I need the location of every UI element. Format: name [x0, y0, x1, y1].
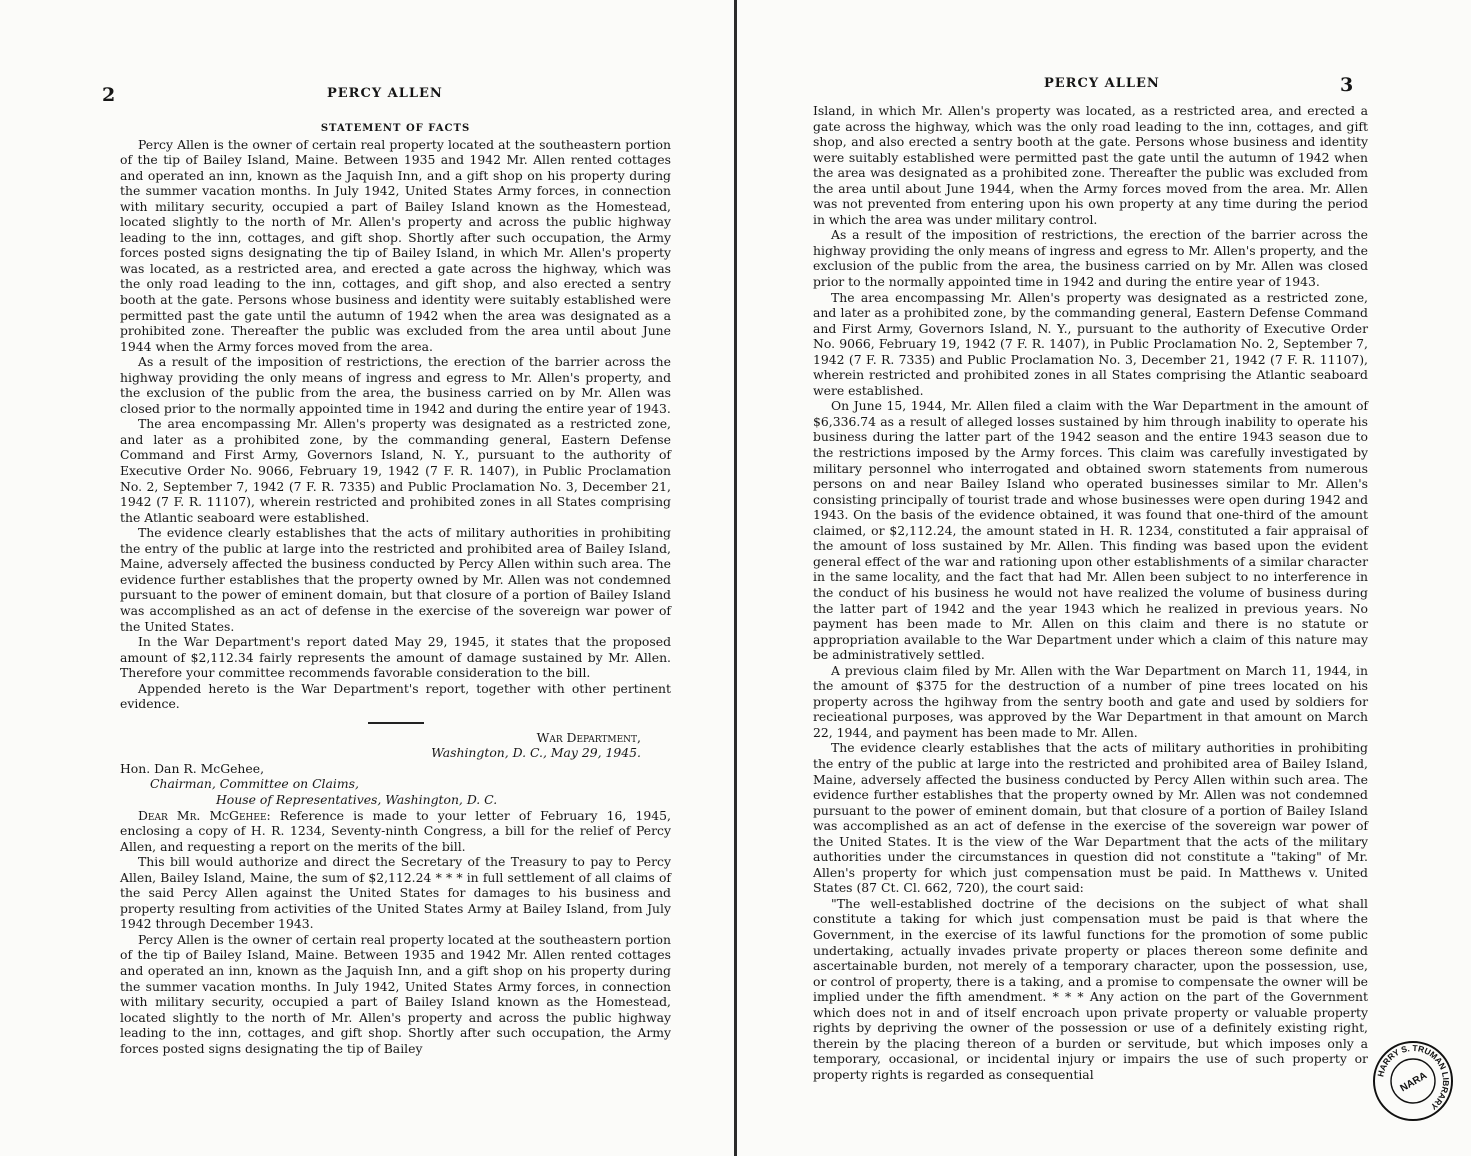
court-quote: "The well-established doctrine of the decisions on the subject of what shall constitute a taking for which just compensation must be paid is that where the Government, in the exercise of its lawful functions for the promotion of some public undertaking, actually invades private property or places thereon some definite and ascertainable burden, not merely of a temporary character, upon the possession, use, or control of property, there is a taking, and a promise to compensate the owner will be implied under the fifth amendment. * * * Any action on the part of the Government which does not in and of itself encroach upon private property or valuable property rights by depriving the owner of the possession or use of a definitely existing right, therein by the placing thereon of a burden or servitude, but which imposes only a temporary, occasional, or incidental injury or impairs the use of such property or property rights is regarded as consequential — [813, 895, 1368, 1082]
paragraph: The area encompassing Mr. Allen's property was designated as a restricted zone, and later as a prohibited zone, by the commanding general, Eastern Defense Command and First Army, Governors Island, N. Y., pursuant to the authority of Executive Order No. 9066, February 19, 1942 (7 F. R. 1407), in Public Proclamation No. 2, September 7, 1942 (7 F. R. 7335) and Public Proclamation No. 3, December 21, 1942 (7 F. R. 11107), wherein restricted and prohibited zones in all States comprising the Atlantic seaboard were established. — [813, 289, 1368, 398]
stamp-ring-text: HARRY S. TRUMAN LIBRARY — [1375, 1042, 1452, 1112]
right-text-column — [813, 103, 1368, 1082]
paragraph: The evidence clearly establishes that the acts of military authorities in prohibiting the entry of the public at large into the restricted and prohibited area of Bailey Island, Maine, adversely affected the business conducted by Percy Allen within such area. The evidence further establishes that the property owned by Mr. Allen was not condemned pursuant to the power of eminent domain, but that closure of a portion of Bailey Island was accomplished as an act of defense in the exercise of the sovereign war power of the United States. — [120, 525, 671, 634]
letterhead-org: War Department, — [536, 729, 641, 745]
paragraph: Percy Allen is the owner of certain real property located at the southeastern portion of the tip of Bailey Island, Maine. Between 1935 and 1942 Mr. Allen rented cottages and operated an inn, known as the Jaquish Inn, and a gift shop on his property during the summer vacation months. In July 1942, United States Army forces, in connection with military security, occupied a part of Bailey Island known as the Homestead, located slightly to the north of Mr. Allen's property and across the public highway leading to the inn, cottages, and gift shop. Shortly after such occupation, the Army forces posted signs designating the tip of Bailey Island, in which Mr. Allen's property was located, as a restricted area, and erected a gate across the highway, which was the only road leading to the inn, cottages, and gift shop, and also erected a sentry booth at the gate. Persons whose business and identity were suitably established were permitted past the gate until the autumn of 1942 when the area was designated as a prohibited zone. Thereafter the public was excluded from the area until about June 1944 when the Army forces moved from the area. — [120, 136, 671, 354]
divider-rule — [368, 722, 424, 724]
section-heading: STATEMENT OF FACTS — [320, 123, 471, 134]
paragraph: As a result of the imposition of restrictions, the erection of the barrier across the highway providing the only means of ingress and egress to Mr. Allen's property, and the exclusion of the public from the area, the business carried on by Mr. Allen was closed prior to the normally appointed time in 1942 and during the entire year of 1943. — [813, 227, 1368, 290]
left-text-column — [120, 121, 671, 1056]
paragraph: In the War Department's report dated May 29, 1945, it states that the proposed amount of $2,112.34 fairly represents the amount of damage sustained by Mr. Allen. Therefore your committee recommends favorable consideration to the bill. — [120, 634, 671, 681]
paragraph: As a result of the imposition of restrictions, the erection of the barrier across the highway providing the only means of ingress and egress to Mr. Allen's property, and the exclusion of the public from the area, the business carried on by Mr. Allen was closed prior to the normally appointed time in 1942 and during the entire year of 1943. — [120, 354, 671, 416]
letterhead-place-date: Washington, D. C., May 29, 1945. — [431, 745, 641, 761]
left-page-number: 2 — [102, 84, 116, 106]
salutation: Dear Mr. McGehee: — [138, 807, 271, 823]
paragraph: The area encompassing Mr. Allen's property was designated as a restricted zone, and later as a prohibited zone, by the commanding general, Eastern Defense Command and First Army, Governors Island, N. Y., pursuant to the authority of Executive Order No. 9066, February 19, 1942 (7 F. R. 1407), in Public Proclamation No. 2, September 7, 1942 (7 F. R. 7335) and Public Proclamation No. 3, December 21, 1942 (7 F. R. 11107), wherein restricted and prohibited zones in all States comprising the Atlantic seaboard were established. — [120, 416, 671, 525]
paragraph: A previous claim filed by Mr. Allen with the War Department on March 11, 1944, in the amount of $375 for the destruction of a number of pine trees located on his property across the hgihway from the sentry booth and gate and used by soldiers for recieational purposes, was approved by the War Department in that amount on March 22, 1944, and payment has been made to Mr. Allen. — [813, 662, 1368, 740]
stamp-center-text: NARA — [1398, 1070, 1430, 1095]
left-running-head: PERCY ALLEN — [327, 86, 443, 101]
addressee-name: Hon. Dan R. McGehee, — [120, 760, 265, 776]
letter-paragraph: Reference is made to your letter of February 16, 1945, enclosing a copy of H. R. 1234, Seventy-ninth Congress, a bill for the relief of Percy Allen, and requesting a report on the merits of the bill. — [120, 807, 671, 854]
addressee-org: House of Representatives, Washington, D. C. — [216, 791, 498, 807]
paragraph: Island, in which Mr. Allen's property was located, as a restricted area, and erected a gate across the highway, which was the only road leading to the inn, cottages, and gift shop, and also erected a sentry booth at the gate. Persons whose business and identity were suitably established were permitted past the gate until the autumn of 1942 when the area was designated as a prohibited zone. Thereafter the public was excluded from the area until about June 1944, when the Army forces moved from the area. Mr. Allen was not prevented from entering upon his own property at any time during the period in which the area was under military control. — [813, 103, 1368, 227]
right-running-head: PERCY ALLEN — [1044, 76, 1160, 91]
paragraph: On June 15, 1944, Mr. Allen filed a claim with the War Department in the amount of $6,336.74 as a result of alleged losses sustained by him through inability to operate his business during the latter part of the 1942 season and the entire 1943 season due to the restrictions imposed by the Army forces. This claim was carefully investigated by military personnel who interrogated and obtained sworn statements from numerous persons on and near Bailey Island who operated businesses similar to Mr. Allen's consisting principally of tourist trade and whose businesses were open during 1942 and 1943. On the basis of the evidence obtained, it was found that one-third of the amount claimed, or $2,112.24, the amount stated in H. R. 1234, constituted a fair appraisal of the amount of loss sustained by Mr. Allen. This finding was based upon the evident general effect of the war and rationing upon other establishments of a similar character in the same locality, and the fact that had Mr. Allen been subject to no interference in the conduct of his business he would not have realized the volume of business during the latter part of 1942 and the year 1943 which he realized in previous years. No payment has been made to Mr. Allen on this claim and there is no statute or appropriation available to the War Department under which a claim of this nature may be administratively settled. — [813, 398, 1368, 663]
letter-paragraph: This bill would authorize and direct the Secretary of the Treasury to pay to Percy Allen, Bailey Island, Maine, the sum of $2,112.24 * * * in full settlement of all claims of the said Percy Allen against the United States for damages to his business and property resulting from activities of the United States Army at Bailey Island, from July 1942 through December 1943. — [120, 854, 671, 932]
right-page-number: 3 — [1340, 74, 1354, 96]
truman-library-stamp — [1372, 1040, 1454, 1122]
paragraph: Appended hereto is the War Department's report, together with other pertinent evidence. — [120, 680, 671, 712]
addressee-title: Chairman, Committee on Claims, — [150, 776, 359, 792]
paragraph: The evidence clearly establishes that the acts of military authorities in prohibiting the entry of the public at large into the restricted and prohibited area of Bailey Island, Maine, adversely affected the business conducted by Percy Allen within such area. The evidence further establishes that the property owned by Mr. Allen was not condemned pursuant to the power of eminent domain, but that closure of a portion of Bailey Island was accomplished as an act of defense in the exercise of the sovereign war power of the United States. It is the view of the War Department that the acts of the military authorities under the circumstances in question did not constitute a "taking" of Mr. Allen's property for which just compensation must be paid. In Matthews v. United States (87 Ct. Cl. 662, 720), the court said: — [813, 740, 1368, 896]
letter-opening — [120, 808, 671, 855]
letter-paragraph: Percy Allen is the owner of certain real property located at the southeastern portion of the tip of Bailey Island, Maine. Between 1935 and 1942 Mr. Allen rented cottages and operated an inn, known as the Jaquish Inn, and a gift shop on his property during the summer vacation months. In July 1942, United States Army forces, in connection with military security, occupied a part of Bailey Island known as the Homestead, located slightly to the north of Mr. Allen's property and across the public highway leading to the inn, cottages, and gift shop. Shortly after such occupation, the Army forces posted signs designating the tip of Bailey — [120, 931, 671, 1056]
